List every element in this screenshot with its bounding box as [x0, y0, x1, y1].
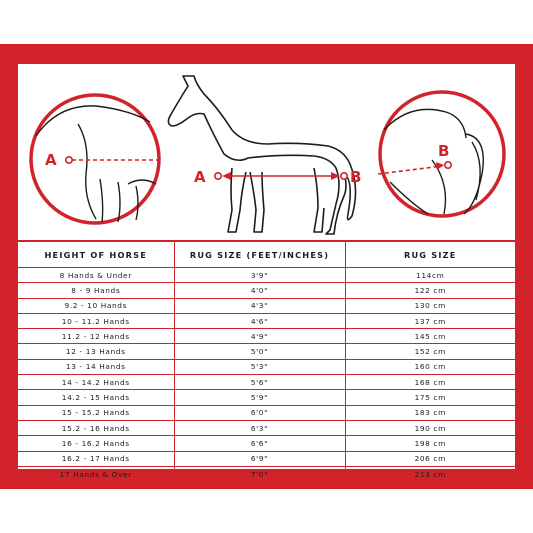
cell-feet-inches: 5'9"	[174, 390, 345, 405]
cell-feet-inches: 4'3"	[174, 298, 345, 313]
size-chart-frame	[0, 44, 533, 489]
cell-feet-inches: 5'6"	[174, 375, 345, 390]
point-a-left-label: A	[45, 151, 57, 169]
measurement-illustration	[18, 64, 515, 240]
size-chart-panel	[18, 64, 515, 479]
cell-cm: 175 cm	[345, 390, 515, 405]
cell-feet-inches: 6'9"	[174, 451, 345, 466]
table-row	[18, 283, 515, 298]
cell-cm: 152 cm	[345, 344, 515, 359]
table-row	[18, 268, 515, 283]
cell-height: 16 - 16.2 Hands	[18, 436, 174, 451]
table-row	[18, 420, 515, 435]
cell-feet-inches: 5'3"	[174, 359, 345, 374]
point-a-center-label: A	[194, 168, 206, 186]
cell-cm: 168 cm	[345, 375, 515, 390]
cell-height: 15 - 15.2 Hands	[18, 405, 174, 420]
cell-height: 9.2 - 10 Hands	[18, 298, 174, 313]
table-row	[18, 390, 515, 405]
cell-cm: 183 cm	[345, 405, 515, 420]
cell-feet-inches: 6'6"	[174, 436, 345, 451]
table-row	[18, 313, 515, 328]
horse-silhouette	[168, 76, 355, 234]
cell-height: 12 - 13 Hands	[18, 344, 174, 359]
cell-feet-inches: 4'0"	[174, 283, 345, 298]
cell-cm: 114cm	[345, 268, 515, 283]
header-rug-size-feet-inches: RUG SIZE (FEET/INCHES)	[174, 242, 345, 268]
table-row	[18, 405, 515, 420]
table-row	[18, 359, 515, 374]
cell-height: 13 - 14 Hands	[18, 359, 174, 374]
table-row	[18, 344, 515, 359]
size-table	[18, 242, 515, 481]
cell-height: 15.2 - 16 Hands	[18, 420, 174, 435]
header-height-of-horse: HEIGHT OF HORSE	[18, 242, 174, 268]
cell-height: 8 - 9 Hands	[18, 283, 174, 298]
table-row	[18, 436, 515, 451]
cell-height: 14 - 14.2 Hands	[18, 375, 174, 390]
cell-height: 8 Hands & Under	[18, 268, 174, 283]
cell-cm: 137 cm	[345, 313, 515, 328]
cell-cm: 198 cm	[345, 436, 515, 451]
measurement-diagram	[18, 64, 515, 240]
size-table-wrapper	[18, 240, 515, 479]
cell-feet-inches: 7'0"	[174, 466, 345, 481]
point-b-right-label: B	[438, 142, 450, 160]
cell-cm: 206 cm	[345, 451, 515, 466]
cell-height: 11.2 - 12 Hands	[18, 329, 174, 344]
cell-feet-inches: 3'9"	[174, 268, 345, 283]
cell-feet-inches: 6'0"	[174, 405, 345, 420]
table-row	[18, 451, 515, 466]
table-row	[18, 329, 515, 344]
cell-cm: 130 cm	[345, 298, 515, 313]
point-b-center-label: B	[350, 168, 362, 186]
table-row	[18, 375, 515, 390]
cell-feet-inches: 4'6"	[174, 313, 345, 328]
cell-height: 10 - 11.2 Hands	[18, 313, 174, 328]
header-rug-size-cm: RUG SIZE	[345, 242, 515, 268]
table-row	[18, 466, 515, 481]
table-header-row	[18, 242, 515, 268]
cell-height: 14.2 - 15 Hands	[18, 390, 174, 405]
cell-height: 17 Hands & Over	[59, 469, 132, 479]
cell-cm: 213 cm	[345, 466, 515, 481]
table-row	[18, 298, 515, 313]
cell-cm: 160 cm	[345, 359, 515, 374]
cell-height: 16.2 - 17 Hands	[18, 451, 174, 466]
cell-cm: 122 cm	[345, 283, 515, 298]
cell-cm: 145 cm	[345, 329, 515, 344]
cell-feet-inches: 5'0"	[174, 344, 345, 359]
cell-cm: 190 cm	[345, 420, 515, 435]
cell-feet-inches: 6'3"	[174, 420, 345, 435]
cell-feet-inches: 4'9"	[174, 329, 345, 344]
